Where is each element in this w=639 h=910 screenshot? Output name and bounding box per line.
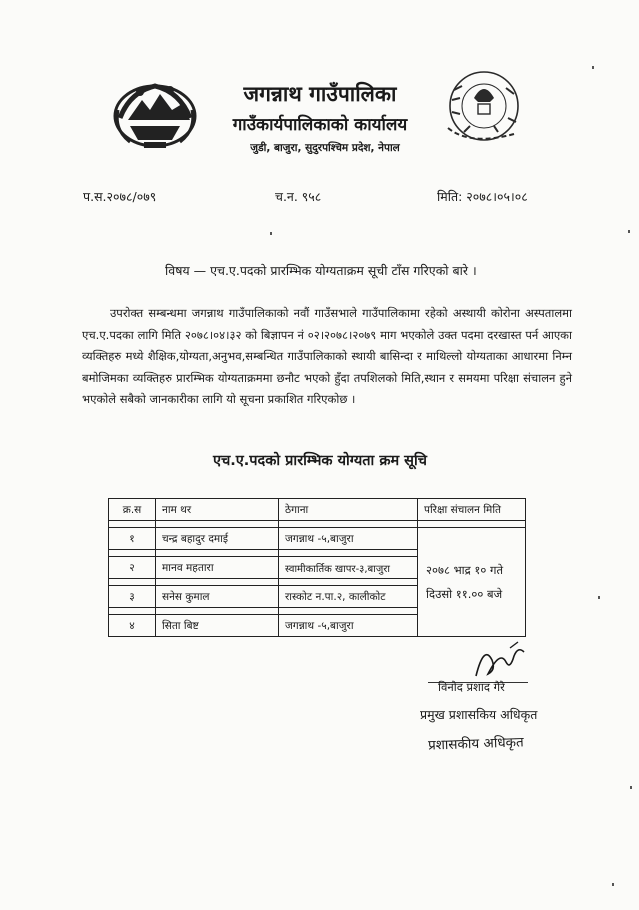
row-name: सिता बिष्ट (156, 615, 279, 637)
row-sn: ३ (109, 586, 156, 608)
signatory-post: प्रमुख प्रशासकिय अधिकृत (420, 707, 538, 722)
office-subtitle: गाउँकार्यपालिकाको कार्यालय (232, 115, 408, 135)
letter-body (82, 303, 572, 411)
exam-time: दिउसो ११.०० बजे (426, 587, 503, 601)
scan-speck (612, 883, 614, 886)
nepal-emblem-icon (110, 70, 200, 150)
scan-speck (628, 230, 630, 233)
row-sn: १ (109, 528, 156, 550)
scan-speck (592, 66, 594, 69)
candidate-table (108, 498, 526, 637)
table-header-row (109, 499, 526, 521)
row-address: जगन्नाथ -५,बाजुरा (279, 615, 418, 637)
letter-date: मिति: २०७८।०५।०८ (437, 189, 528, 204)
letter-subject: विषय — एच.ए.पदको प्रारम्भिक योग्यताक्रम सूची टाँस गरिएको बारे । (165, 263, 477, 278)
scan-speck (630, 786, 632, 789)
letter-body-text: उपरोक्त सम्बन्धमा जगन्नाथ गाउँपालिकाको नवौं गाउँसभाले गाउँपालिकामा रहेको अस्थायी कोरोना अस्पतालमा एच.ए.पदका लागि मिति २०७८।०४।३२ को बिज्ञापन नं ०२।२०७८।२०७९ माग भएकोले उक्त पदमा दरखास्त पर्न आएका व्यक्तिहरु मध्ये शैक्षिक,योग्यता,अनुभव,सम्बन्धित गाउँपालिकाको स्थायी बासिन्दा र माथिल्लो योग्यताका आधारमा निम्न बमोजिमका व्यक्तिहरु प्रारम्भिक योग्यताक्रममा छनौट भएको हुँदा तपशिलको मिति,स्थान र समयमा परिक्षा संचालन हुने भएकोले सबैको जानकारीका लागि यो सूचना प्रकाशित गरिएकोछ । (82, 306, 572, 407)
row-name: मानव महतारा (156, 557, 279, 579)
row-sn: ४ (109, 615, 156, 637)
header-exam-date: परिक्षा संचालन मिति (418, 499, 526, 521)
scan-speck (270, 232, 272, 235)
office-title: जगन्नाथ गाउँपालिका (243, 82, 397, 106)
table-spacer (109, 521, 526, 528)
row-address: जगन्नाथ -५,बाजुरा (279, 528, 418, 550)
list-title: एच.ए.पदको प्रारम्भिक योग्यता क्रम सूचि (213, 453, 427, 469)
signatory-stamp-post: प्रशासकीय अधिकृत (427, 734, 524, 754)
header-address: ठेगाना (279, 499, 418, 521)
patra-sankhya: प.स.२०७८/०७९ (83, 189, 157, 204)
scan-speck (598, 596, 600, 599)
table-row (109, 528, 526, 550)
signatory-name: विनोद प्रशाद गैरे (438, 680, 505, 694)
exam-date: २०७८ भाद्र १० गते (426, 563, 504, 577)
header-name: नाम थर (156, 499, 279, 521)
row-sn: २ (109, 557, 156, 579)
row-name: चन्द्र बहादुर दमाई (156, 528, 279, 550)
row-address: स्वामीकार्तिक खापर-३,बाजुरा (279, 557, 418, 579)
exam-schedule (418, 528, 526, 637)
row-name: सनेस कुमाल (156, 586, 279, 608)
office-stamp-seal-icon (440, 68, 525, 148)
signature-scribble-icon (470, 640, 530, 682)
chalani-number: च.न. ९५८ (275, 189, 322, 204)
office-address: जुडी, बाजुरा, सुदुरपश्चिम प्रदेश, नेपाल (250, 142, 400, 154)
header-sn: क्र.स (109, 499, 156, 521)
row-address: रास्कोट न.पा.२, कालीकोट (279, 586, 418, 608)
